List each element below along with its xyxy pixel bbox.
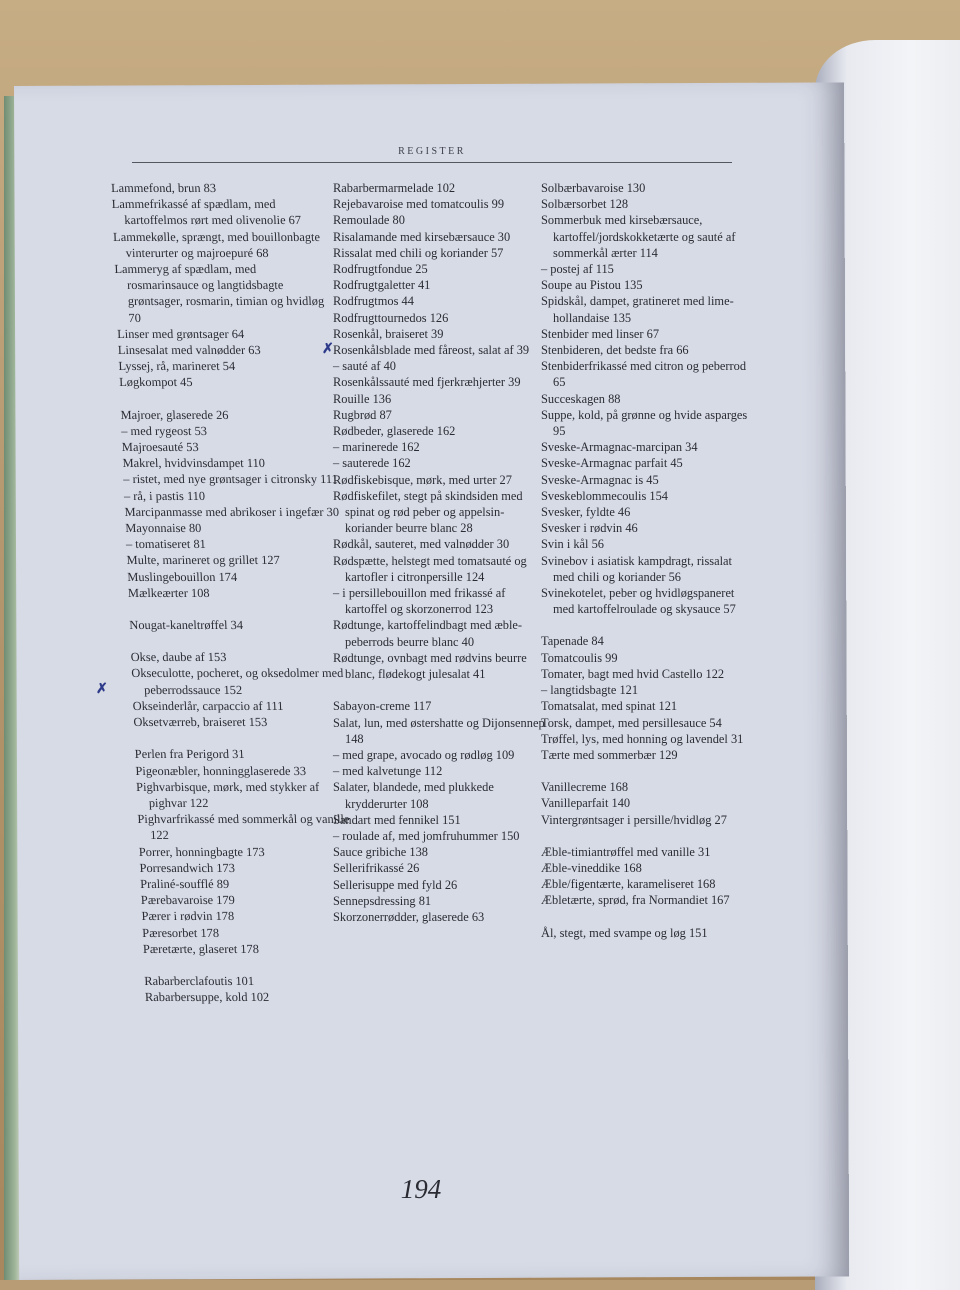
index-entry: Sauce gribiche 138 <box>333 845 428 860</box>
index-entry: Rødtunge, kartoffelindbagt med æble-peberrods beurre blanc 40 <box>333 618 523 649</box>
index-entry: Suppe, kold, på grønne og hvide asparges 95 <box>541 407 748 439</box>
index-entry: Rodfrugtfondue 25 <box>333 262 428 277</box>
index-entry: – marinerede 162 <box>333 440 420 455</box>
index-entry: – langtidsbagte 121 <box>541 683 639 698</box>
index-entry: Stenbider med linser 67 <box>541 326 660 341</box>
index-entry: Sellerifrikassé 26 <box>333 861 420 876</box>
section-gap <box>541 763 756 779</box>
section-gap <box>333 682 548 698</box>
index-entry: Solbærbavaroise 130 <box>541 181 646 195</box>
index-entry: Rabarberclafoutis 101 <box>143 973 255 988</box>
index-entry: Pigeonæbler, honningglaserede 33 <box>135 763 307 778</box>
index-entry: Rødfiskebisque, mørk, med urter 27 <box>333 472 512 487</box>
index-entry: Tomater, bagt med hvid Castello 122 <box>541 666 725 681</box>
index-entry: Sommerbuk med kirsebærsauce, kartoffel/jordskokketærte og sauté af sommerkål ærter 114 <box>541 213 736 260</box>
index-entry: Trøffel, lys, med honning og lavendel 31 <box>541 731 744 746</box>
index-entry: Praliné-soufflé 89 <box>139 876 230 891</box>
index-entry: Lammeryg af spædlam, med rosmarinsauce og langtidsbagte grøntsager, rosmarin, timian og hvidløg 70 <box>114 262 325 325</box>
index-entry: Rabarbermarmelade 102 <box>333 181 456 195</box>
index-entry: – i persillebouillon med frikassé af kartoffel og skorzonerrod 123 <box>333 586 506 617</box>
index-entry: Lyssej, rå, marineret 54 <box>118 359 236 374</box>
index-entry: Risalamande med kirsebærsauce 30 <box>333 229 511 244</box>
section-gap <box>134 730 350 746</box>
index-entry: Ål, stegt, med svampe og løg 151 <box>541 925 708 940</box>
index-entry: Oksetværreb, braiseret 153 <box>133 715 268 730</box>
index-entry: Sveskeblommecoulis 154 <box>541 488 668 503</box>
section-gap <box>130 633 346 649</box>
index-entry: Rødkål, sauteret, med valnødder 30 <box>333 537 510 552</box>
index-entry: Sabayon-creme 117 <box>333 699 432 714</box>
index-column-2 <box>333 180 548 925</box>
index-entry: Spidskål, dampet, gratineret med lime-hollandaise 135 <box>541 294 734 325</box>
section-gap <box>541 828 756 844</box>
index-entry: Pærer i rødvin 178 <box>141 909 235 924</box>
index-entry: Rugbrød 87 <box>333 407 392 422</box>
index-column-3 <box>541 180 756 941</box>
index-entry: Succeskagen 88 <box>541 391 621 406</box>
index-entry: Rodfrugttournedos 126 <box>333 310 449 325</box>
index-entry: Multe, marineret og grillet 127 <box>126 553 281 568</box>
index-entry: – postej af 115 <box>541 262 614 277</box>
index-entry: Svin i kål 56 <box>541 537 604 552</box>
index-entry: – tomatiseret 81 <box>125 537 207 552</box>
index-entry: Salat, lun, med østershatte og Dijonsennep 148 <box>333 715 545 746</box>
index-entry: – med rygeost 53 <box>120 423 208 438</box>
index-entry: Rosenkål, braiseret 39 <box>333 326 444 341</box>
index-entry: Æble-timiantrøffel med vanille 31 <box>541 844 711 859</box>
section-gap <box>541 909 756 925</box>
index-entry: Perlen fra Perigord 31 <box>134 747 245 762</box>
index-entry: Marcipanmasse med abrikoser i ingefær 30 <box>124 504 340 519</box>
index-entry: – med grape, avocado og rødløg 109 <box>333 747 515 762</box>
index-entry: Rødtunge, ovnbagt med rødvins beurre blanc, flødekogt julesalat 41 <box>333 650 527 682</box>
index-entry: Rødspætte, helstegt med tomatsauté og kartofler i citronpersille 124 <box>333 553 527 584</box>
index-entry: Svesker i rødvin 46 <box>541 521 638 536</box>
index-entry: Svesker, fyldte 46 <box>541 505 631 520</box>
index-entry: – ristet, med nye grøntsager i citronsky 111 <box>122 472 339 487</box>
index-entry: Lammefond, brun 83 <box>110 181 217 195</box>
index-entry: Majroer, glaserede 26 <box>120 407 229 422</box>
index-entry: Makrel, hvidvinsdampet 110 <box>122 456 266 471</box>
index-entry: Stenbideren, det bedste fra 66 <box>541 343 689 358</box>
index-entry: Lammekølle, sprængt, med bouillonbagte vinterurter og majroepuré 68 <box>112 229 321 260</box>
index-entry: Pæresorbet 178 <box>141 925 220 940</box>
index-entry: Porrer, honningbagte 173 <box>138 844 265 859</box>
index-entry: Vanillecreme 168 <box>541 780 629 795</box>
index-entry: Sveske-Armagnac is 45 <box>541 472 659 487</box>
index-entry: Rabarbersuppe, kold 102 <box>144 990 270 1005</box>
index-entry: Sennepsdressing 81 <box>333 893 432 908</box>
index-entry: Svinekotelet, peber og hvidløgspaneret med kartoffelroulade og skysauce 57 <box>541 586 736 617</box>
header-title: REGISTER <box>398 146 466 157</box>
section-gap <box>128 601 344 617</box>
index-entry: Løgkompot 45 <box>118 375 193 390</box>
index-entry: Torsk, dampet, med persillesauce 54 <box>541 715 722 730</box>
index-entry: Rejebavaroise med tomatcoulis 99 <box>333 197 505 212</box>
index-entry: Rosenkålssauté med fjerkræhjerter 39 <box>333 375 521 390</box>
index-column-1 <box>111 180 361 1005</box>
index-entry: Sveske-Armagnac-marcipan 34 <box>541 440 698 455</box>
section-gap <box>120 391 336 407</box>
index-entry: Lammefrikassé af spædlam, med kartoffelmos rørt med olivenolie 67 <box>111 197 302 228</box>
index-entry: Muslingebouillon 174 <box>127 569 238 584</box>
index-entry: Æble/figentærte, karameliseret 168 <box>541 877 716 892</box>
index-entry: Vintergrøntsager i persille/hvidløg 27 <box>541 812 727 827</box>
index-entry: Sandart med fennikel 151 <box>333 812 461 827</box>
index-entry: Solbærsorbet 128 <box>541 197 629 212</box>
index-entry: Tomatsalat, med spinat 121 <box>541 699 678 714</box>
index-entry: Pighvarfrikassé med sommerkål og vanille 122 <box>137 812 350 843</box>
running-header <box>132 146 732 163</box>
index-entry: – sauté af 40 <box>333 359 396 374</box>
index-entry: Pærebavaroise 179 <box>140 893 236 908</box>
index-entry: – med kalvetunge 112 <box>333 764 443 779</box>
index-entry: Rissalat med chili og koriander 57 <box>333 245 504 260</box>
index-entry: Svinebov i asiatisk kampdragt, rissalat med chili og koriander 56 <box>541 553 732 584</box>
index-entry: – rå, i pastis 110 <box>123 488 206 503</box>
index-entry: Rodfrugtgaletter 41 <box>333 278 431 293</box>
section-gap <box>143 957 359 973</box>
index-entry: Vanilleparfait 140 <box>541 796 631 811</box>
index-entry: Sellerisuppe med fyld 26 <box>333 877 458 892</box>
index-entry: Okseculotte, pocheret, og oksedolmer med peberrodssauce 152 <box>131 666 344 697</box>
index-entry: Rosenkålsblade med fåreost, salat af 39 <box>333 343 530 358</box>
index-entry: Okse, daube af 153 <box>130 650 227 665</box>
section-gap <box>541 617 756 633</box>
index-entry: Mælkeærter 108 <box>127 585 210 600</box>
index-entry: Tomatcoulis 99 <box>541 650 618 665</box>
index-entry: Sveske-Armagnac parfait 45 <box>541 456 683 471</box>
index-entry: Remoulade 80 <box>333 213 405 228</box>
index-entry: Rødfiskefilet, stegt på skindsiden med spinat og rød peber og appelsin-koriander beurre blanc 28 <box>333 488 523 536</box>
index-entry: Okseinderlår, carpaccio af 111 <box>132 698 284 713</box>
index-entry: Soupe au Pistou 135 <box>541 278 643 293</box>
index-entry: Rouille 136 <box>333 391 392 406</box>
pen-cross-mark-icon: ✗ <box>96 682 108 697</box>
index-entry: Linsesalat med valnødder 63 <box>117 343 261 358</box>
index-entry: Rodfrugtmos 44 <box>333 294 414 309</box>
index-entry: – sauterede 162 <box>333 456 411 471</box>
index-entry: Tærte med sommerbær 129 <box>541 747 678 762</box>
index-entry: – roulade af, med jomfruhummer 150 <box>333 828 520 843</box>
index-entry: Mayonnaise 80 <box>124 521 202 536</box>
index-entry: Stenbiderfrikassé med citron og peberrod 65 <box>541 359 747 390</box>
index-entry: Pighvarbisque, mørk, med stykker af pighvar 122 <box>135 779 320 810</box>
index-entry: Rødbeder, glaserede 162 <box>333 424 456 439</box>
index-entry: Linser med grøntsager 64 <box>116 326 245 341</box>
index-entry: Porresandwich 173 <box>139 860 236 875</box>
index-entry: Æble-vineddike 168 <box>541 860 642 875</box>
pen-cross-mark-icon: ✗ <box>322 342 334 357</box>
index-entry: Majroesauté 53 <box>121 440 199 455</box>
index-entry: Skorzonerrødder, glaserede 63 <box>333 909 485 924</box>
index-entry: Tapenade 84 <box>541 634 604 649</box>
index-entry: Æbletærte, sprød, fra Normandiet 167 <box>541 893 730 908</box>
index-entry: Nougat-kaneltrøffel 34 <box>129 618 244 633</box>
index-entry: Salater, blandede, med plukkede krydderurter 108 <box>333 780 494 811</box>
page-number: 194 <box>400 1174 442 1204</box>
index-entry: Pæretærte, glaseret 178 <box>142 941 260 956</box>
